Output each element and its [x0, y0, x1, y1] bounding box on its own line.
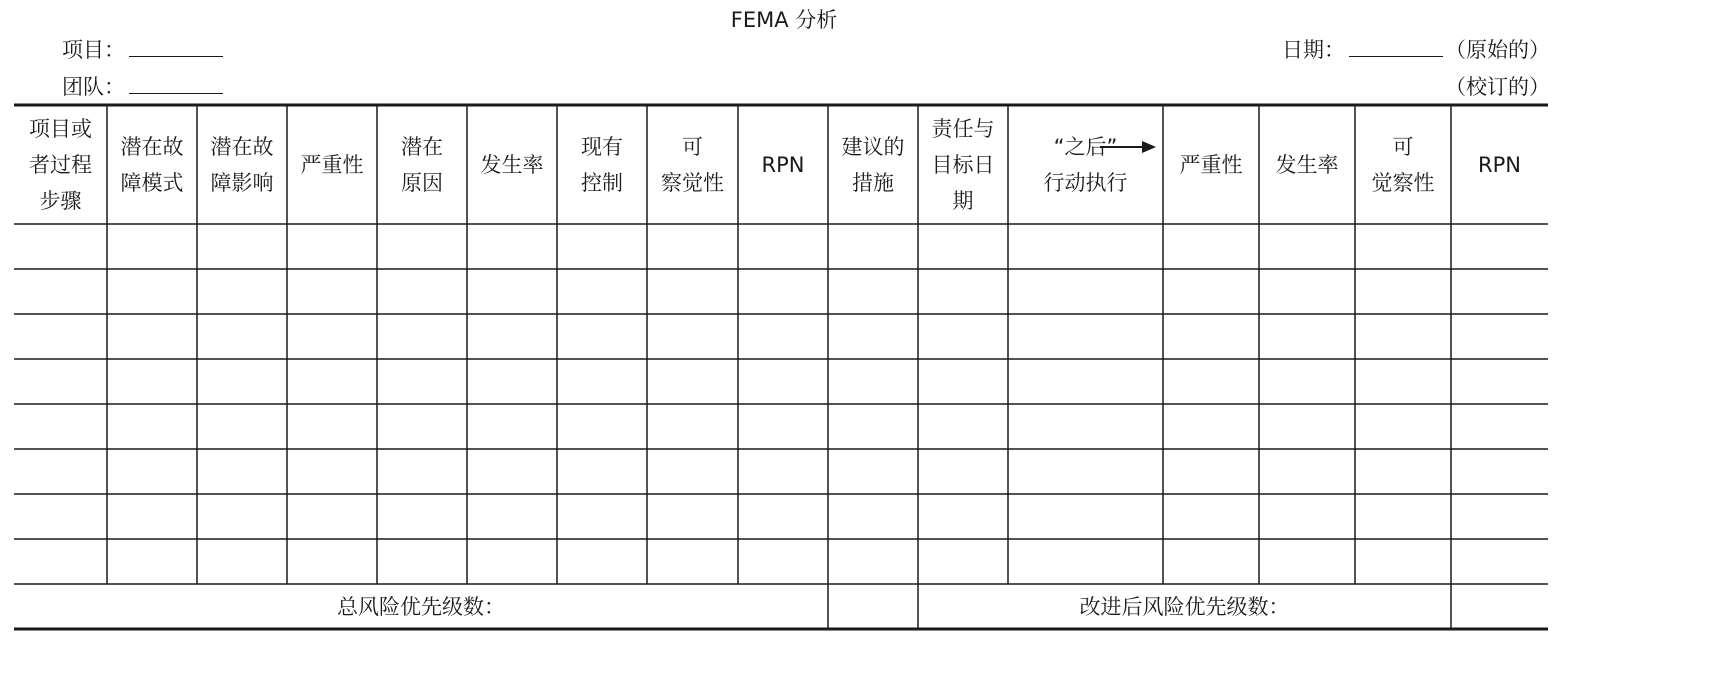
column-header: 潜在 原因	[401, 134, 443, 195]
table-cell[interactable]	[14, 494, 107, 539]
table-cell[interactable]	[1259, 404, 1355, 449]
table-cell[interactable]	[14, 359, 107, 404]
table-cell[interactable]	[828, 494, 918, 539]
table-cell[interactable]	[14, 314, 107, 359]
arrow-right-icon	[1100, 140, 1156, 154]
table-cell[interactable]	[287, 449, 377, 494]
table-cell[interactable]	[377, 224, 467, 269]
column-header: RPN	[761, 152, 805, 177]
table-cell[interactable]	[107, 314, 197, 359]
column-header: 发生率	[1275, 152, 1339, 177]
table-cell[interactable]	[467, 539, 557, 584]
table-cell[interactable]	[14, 539, 107, 584]
table-cell[interactable]	[287, 269, 377, 314]
table-cell[interactable]	[197, 224, 287, 269]
total-rpn-label: 总风险优先级数：	[337, 594, 505, 619]
table-cell[interactable]	[197, 314, 287, 359]
table-cell[interactable]	[107, 359, 197, 404]
table-cell[interactable]	[647, 314, 738, 359]
table-cell[interactable]	[377, 494, 467, 539]
table-cell[interactable]	[14, 449, 107, 494]
table-cell[interactable]	[647, 449, 738, 494]
team-label: 团队：	[62, 75, 125, 99]
table-cell[interactable]	[1451, 359, 1548, 404]
table-cell[interactable]	[1259, 494, 1355, 539]
table-cell[interactable]	[557, 404, 647, 449]
table-cell[interactable]	[1451, 269, 1548, 314]
table-cell[interactable]	[1008, 359, 1163, 404]
table-cell[interactable]	[1008, 269, 1163, 314]
table-cell[interactable]	[1008, 224, 1163, 269]
table-cell[interactable]	[377, 269, 467, 314]
table-cell[interactable]	[828, 359, 918, 404]
table-cell[interactable]	[1259, 449, 1355, 494]
table-cell[interactable]	[1451, 314, 1548, 359]
column-header: 发生率	[480, 152, 544, 177]
revised-note: （校订的）	[1445, 75, 1550, 99]
column-header: 潜在故 障模式	[120, 134, 184, 195]
table-cell[interactable]	[377, 539, 467, 584]
table-cell[interactable]	[1163, 314, 1259, 359]
table-cell[interactable]	[647, 494, 738, 539]
table-cell[interactable]	[918, 404, 1008, 449]
table-cell[interactable]	[14, 224, 107, 269]
table-cell[interactable]	[287, 359, 377, 404]
table-cell[interactable]	[557, 539, 647, 584]
table-cell[interactable]	[197, 449, 287, 494]
table-cell[interactable]	[107, 269, 197, 314]
table-cell[interactable]	[107, 404, 197, 449]
table-cell[interactable]	[647, 539, 738, 584]
table-cell[interactable]	[1163, 494, 1259, 539]
table-cell[interactable]	[1451, 404, 1548, 449]
table-cell[interactable]	[377, 314, 467, 359]
table-cell[interactable]	[738, 314, 828, 359]
table-cell[interactable]	[287, 494, 377, 539]
table-cell[interactable]	[918, 359, 1008, 404]
table-cell[interactable]	[14, 404, 107, 449]
table-cell[interactable]	[557, 314, 647, 359]
table-cell[interactable]	[467, 359, 557, 404]
table-cell[interactable]	[738, 539, 828, 584]
column-header: 潜在故 障影响	[210, 134, 274, 195]
column-header: 可 察觉性	[661, 134, 724, 195]
column-header: 可 觉察性	[1371, 134, 1435, 195]
table-cell[interactable]	[377, 404, 467, 449]
table-cell[interactable]	[1163, 539, 1259, 584]
table-cell[interactable]	[1451, 224, 1548, 269]
table-cell[interactable]	[1451, 449, 1548, 494]
table-cell[interactable]	[197, 494, 287, 539]
column-header: 责任与 目标日 期	[931, 116, 995, 213]
table-cell[interactable]	[828, 269, 918, 314]
table-cell[interactable]	[738, 269, 828, 314]
table-cell[interactable]	[1355, 449, 1451, 494]
table-cell[interactable]	[107, 539, 197, 584]
table-cell[interactable]	[287, 224, 377, 269]
table-cell[interactable]	[557, 224, 647, 269]
table-cell[interactable]	[828, 404, 918, 449]
table-cell[interactable]	[557, 269, 647, 314]
table-cell[interactable]	[1163, 449, 1259, 494]
table-cell[interactable]	[1355, 494, 1451, 539]
table-cell[interactable]	[647, 359, 738, 404]
table-cell[interactable]	[107, 224, 197, 269]
table-cell[interactable]	[1008, 314, 1163, 359]
table-cell[interactable]	[1355, 224, 1451, 269]
table-cell[interactable]	[1008, 404, 1163, 449]
table-cell[interactable]	[467, 224, 557, 269]
column-header: 严重性	[300, 152, 364, 177]
column-header: 建议的 措施	[841, 134, 905, 195]
table-cell[interactable]	[1008, 539, 1163, 584]
table-cell[interactable]	[1259, 359, 1355, 404]
table-cell[interactable]	[1259, 539, 1355, 584]
table-cell[interactable]	[738, 494, 828, 539]
table-cell[interactable]	[197, 404, 287, 449]
table-cell[interactable]	[467, 494, 557, 539]
table-cell[interactable]	[1355, 269, 1451, 314]
improved-rpn-value[interactable]	[1451, 584, 1548, 629]
table-cell[interactable]	[1355, 359, 1451, 404]
table-cell[interactable]	[287, 539, 377, 584]
table-cell[interactable]	[647, 269, 738, 314]
table-cell[interactable]	[1259, 269, 1355, 314]
table-cell[interactable]	[1163, 224, 1259, 269]
project-label: 项目：	[62, 38, 125, 62]
table-cell[interactable]	[1451, 539, 1548, 584]
table-cell[interactable]	[197, 269, 287, 314]
table-cell[interactable]	[828, 449, 918, 494]
table-cell[interactable]	[738, 224, 828, 269]
table-cell[interactable]	[467, 314, 557, 359]
table-cell[interactable]	[918, 314, 1008, 359]
document-title: FEMA 分析	[730, 8, 838, 32]
column-header: 现有 控制	[581, 134, 623, 195]
table-cell[interactable]	[14, 269, 107, 314]
improved-rpn-label: 改进后风险优先级数：	[1079, 594, 1290, 619]
table-cell[interactable]	[1008, 449, 1163, 494]
table-cell[interactable]	[738, 449, 828, 494]
table-cell[interactable]	[107, 494, 197, 539]
table-cell[interactable]	[1451, 494, 1548, 539]
table-cell[interactable]	[1355, 314, 1451, 359]
table-cell[interactable]	[467, 449, 557, 494]
table-cell[interactable]	[918, 449, 1008, 494]
table-cell[interactable]	[557, 449, 647, 494]
table-cell[interactable]	[1008, 494, 1163, 539]
table-cell[interactable]	[918, 269, 1008, 314]
table-cell[interactable]	[557, 494, 647, 539]
column-header: RPN	[1478, 152, 1521, 177]
table-cell[interactable]	[647, 404, 738, 449]
table-cell[interactable]	[738, 404, 828, 449]
original-note: （原始的）	[1445, 38, 1550, 62]
table-cell[interactable]	[1163, 404, 1259, 449]
table-cell[interactable]	[1259, 224, 1355, 269]
table-cell[interactable]	[828, 539, 918, 584]
table-cell[interactable]	[1163, 359, 1259, 404]
table-cell[interactable]	[738, 359, 828, 404]
table-cell[interactable]	[467, 269, 557, 314]
table-cell[interactable]	[107, 449, 197, 494]
table-cell[interactable]	[1163, 269, 1259, 314]
table-cell[interactable]	[647, 224, 738, 269]
table-cell[interactable]	[377, 359, 467, 404]
table-cell[interactable]	[197, 359, 287, 404]
column-header: “之后” 行动执行	[1008, 105, 1163, 224]
table-cell[interactable]	[918, 224, 1008, 269]
column-header: 严重性	[1179, 152, 1243, 177]
table-cell[interactable]	[197, 539, 287, 584]
table-cell[interactable]	[1259, 314, 1355, 359]
table-cell[interactable]	[828, 314, 918, 359]
table-cell[interactable]	[467, 404, 557, 449]
total-rpn-value[interactable]	[828, 584, 918, 629]
table-cell[interactable]	[1355, 404, 1451, 449]
table-cell[interactable]	[557, 359, 647, 404]
table-cell[interactable]	[287, 314, 377, 359]
table-cell[interactable]	[1355, 539, 1451, 584]
table-cell[interactable]	[287, 404, 377, 449]
table-cell[interactable]	[828, 224, 918, 269]
table-cell[interactable]	[377, 449, 467, 494]
column-header: 项目或 者过程 步骤	[29, 116, 92, 213]
table-cell[interactable]	[918, 539, 1008, 584]
date-label: 日期：	[1282, 38, 1345, 62]
table-cell[interactable]	[918, 494, 1008, 539]
